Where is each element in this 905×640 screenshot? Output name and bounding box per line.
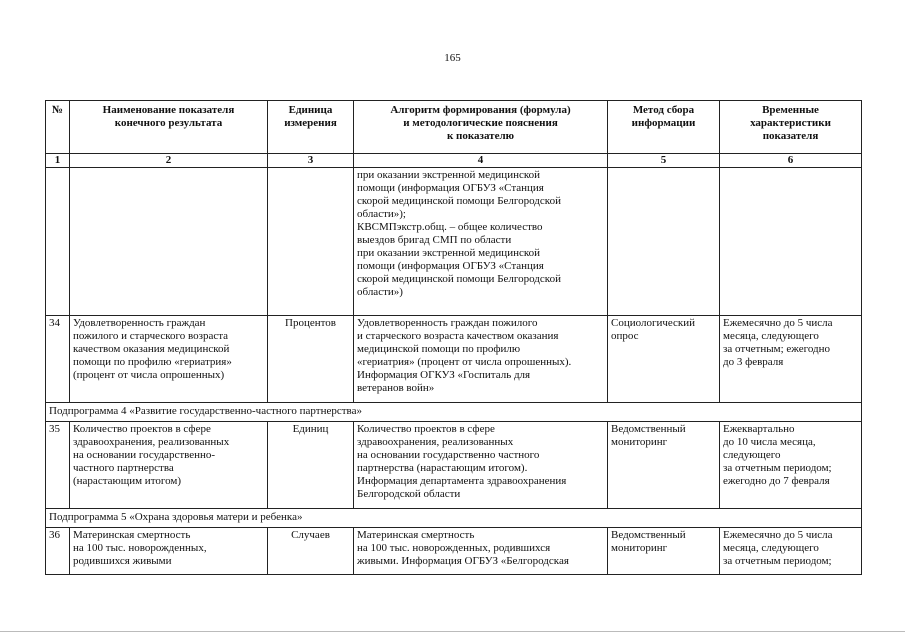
cell-unit: Случаев [268,528,354,575]
cell-unit: Единиц [268,422,354,509]
column-number: 5 [608,154,720,168]
cell-number: 34 [46,316,70,403]
column-number: 4 [354,154,608,168]
subprogram-title: Подпрограмма 5 «Охрана здоровья матери и ребенка» [46,509,862,528]
cell-indicator-name: Количество проектов в сфере здравоохранения, реализованных на основании государственно- частного партнерства (нарастающим итогом) [70,422,268,509]
cell-timing: Ежемесячно до 5 числа месяца, следующего за отчетным периодом; [720,528,862,575]
indicators-table [45,100,862,575]
cell-method: Ведомственный мониторинг [608,528,720,575]
table-row [46,316,862,403]
page-number: 165 [444,52,461,64]
cell-empty [268,168,354,316]
cell-empty [608,168,720,316]
table-row [46,422,862,509]
cell-indicator-name: Материнская смертность на 100 тыс. новорожденных, родившихся живыми [70,528,268,575]
cell-algorithm: при оказании экстренной медицинской помощи (информация ОГБУЗ «Станция скорой медицинской помощи Белгородской области»); КВСМПэкстр.общ. – общее количество выездов бригад СМП по области при оказании экстренной медицинской помощи (информация ОГБУЗ «Станция скорой медицинской помощи Белгородской области») [354,168,608,316]
cell-unit: Процентов [268,316,354,403]
cell-method: Ведомственный мониторинг [608,422,720,509]
cell-algorithm: Количество проектов в сфере здравоохранения, реализованных на основании государственно частного партнерства (нарастающим итогом). Информация департамента здравоохранения Белгородской области [354,422,608,509]
table-row [46,528,862,575]
column-number: 1 [46,154,70,168]
column-number: 3 [268,154,354,168]
cell-algorithm: Удовлетворенность граждан пожилого и старческого возраста качеством оказания медицинской помощи по профилю «гериатрия» (процент от числа опрошенных). Информация ОГКУЗ «Госпиталь для ветеранов войн» [354,316,608,403]
header-row [46,101,862,154]
cell-method: Социологический опрос [608,316,720,403]
cell-timing: Ежемесячно до 5 числа месяца, следующего за отчетным; ежегодно до 3 февраля [720,316,862,403]
cell-empty [46,168,70,316]
cell-timing: Ежеквартально до 10 числа месяца, следующего за отчетным периодом; ежегодно до 7 февраля [720,422,862,509]
subprogram-row [46,403,862,422]
header-method: Метод сбора информации [608,101,720,154]
continuation-row [46,168,862,316]
cell-number: 36 [46,528,70,575]
header-algorithm: Алгоритм формирования (формула) и методологические пояснения к показателю [354,101,608,154]
cell-indicator-name: Удовлетворенность граждан пожилого и старческого возраста качеством оказания медицинской помощи по профилю «гериатрия» (процент от числа опрошенных) [70,316,268,403]
page-bottom-rule [0,631,905,632]
header-unit: Единица измерения [268,101,354,154]
subprogram-title: Подпрограмма 4 «Развитие государственно-частного партнерства» [46,403,862,422]
cell-empty [70,168,268,316]
header-indicator-name: Наименование показателя конечного результата [70,101,268,154]
header-number: № [46,101,70,154]
subprogram-row [46,509,862,528]
column-number: 6 [720,154,862,168]
header-timing: Временные характеристики показателя [720,101,862,154]
cell-algorithm: Материнская смертность на 100 тыс. новорожденных, родившихся живыми. Информация ОГБУЗ «Белгородская [354,528,608,575]
cell-number: 35 [46,422,70,509]
column-numbers-row [46,154,862,168]
cell-empty [720,168,862,316]
column-number: 2 [70,154,268,168]
